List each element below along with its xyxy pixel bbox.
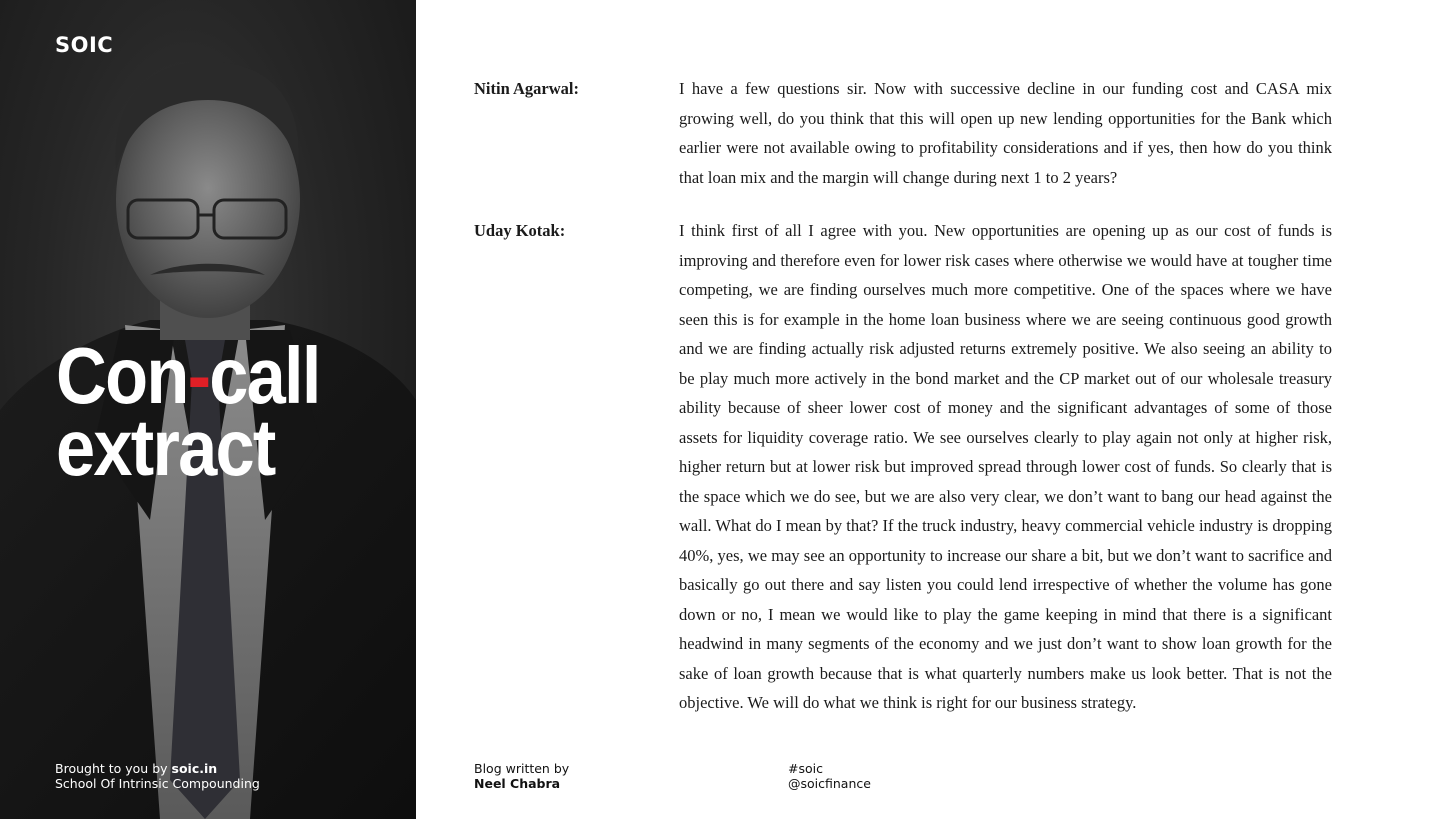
footer-author-name: Neel Chabra <box>474 776 561 791</box>
speaker-text: I have a few questions sir. Now with successive decline in our funding cost and CASA mix growing well, do you think that this will open up new lending opportunities for the Bank which earlier were not available owing to profitability considerations and if yes, then how do you think that loan mix and the margin will change during next 1 to 2 years? <box>679 79 1332 187</box>
footer-blog-label: Blog written by <box>474 761 570 776</box>
credit-site-link[interactable]: soic.in <box>171 761 218 776</box>
speaker-name: Uday Kotak: <box>474 221 566 240</box>
transcript-entry <box>474 216 1332 718</box>
footer-hashtag[interactable]: #soic <box>788 761 823 776</box>
hero-panel <box>0 0 416 819</box>
headline-word-call: call <box>209 331 320 420</box>
headline-title <box>56 331 320 492</box>
credit-line <box>55 761 260 776</box>
credit-block <box>55 761 260 791</box>
headline-line-1 <box>56 331 320 420</box>
headline-accent-dash: - <box>187 331 210 420</box>
speaker-name: Nitin Agarwal: <box>474 79 579 98</box>
brand-logo: SOIC <box>55 33 114 57</box>
speaker-text: I think first of all I agree with you. New opportunities are opening up as our cost of funds is improving and therefore even for lower risk cases where otherwise we would have at tougher time competing, we are finding ourselves much more competitive. One of the spaces where we have seen this is for example in the home loan business where we are seeing continuous good growth and we are finding actually risk adjusted returns extremely positive. We also seeing an ability to be play much more actively in the bond market and the CP market out of our wholesale treasury ability because of sheer lower cost of money and the significant advantages of some of those assets for liquidity coverage ratio. We see ourselves clearly to play again not only at higher risk, higher return but at lower risk but improved spread through lower cost of funds. So clearly that is the space which we do see, but we are also very clear, we don’t want to bang our head against the wall. What do I mean by that? If the truck industry, heavy commercial vehicle industry is dropping 40%, yes, we may see an opportunity to increase our share a bit, but we don’t want to sacrifice and basically go out there and say listen you could lend irrespective of whether the volume has gone down or no, I mean we would like to play the game keeping in mind that there is a significant headwind in many segments of the economy and we just don’t want to show loan growth for the sake of loan growth because that is what quarterly numbers make us look better. That is not the objective. We will do what we think is right for our business strategy. <box>679 221 1332 712</box>
footer-author <box>474 761 569 791</box>
transcript-extract <box>474 74 1332 718</box>
credit-prefix: Brought to you by <box>55 761 172 776</box>
headline-line-2: extract <box>56 403 275 492</box>
footer-handle[interactable]: @soicfinance <box>788 776 871 791</box>
transcript-entry <box>474 74 1332 192</box>
credit-school: School Of Intrinsic Compounding <box>55 776 260 791</box>
headline-word-con: Con <box>56 331 188 420</box>
footer-social <box>788 761 871 791</box>
